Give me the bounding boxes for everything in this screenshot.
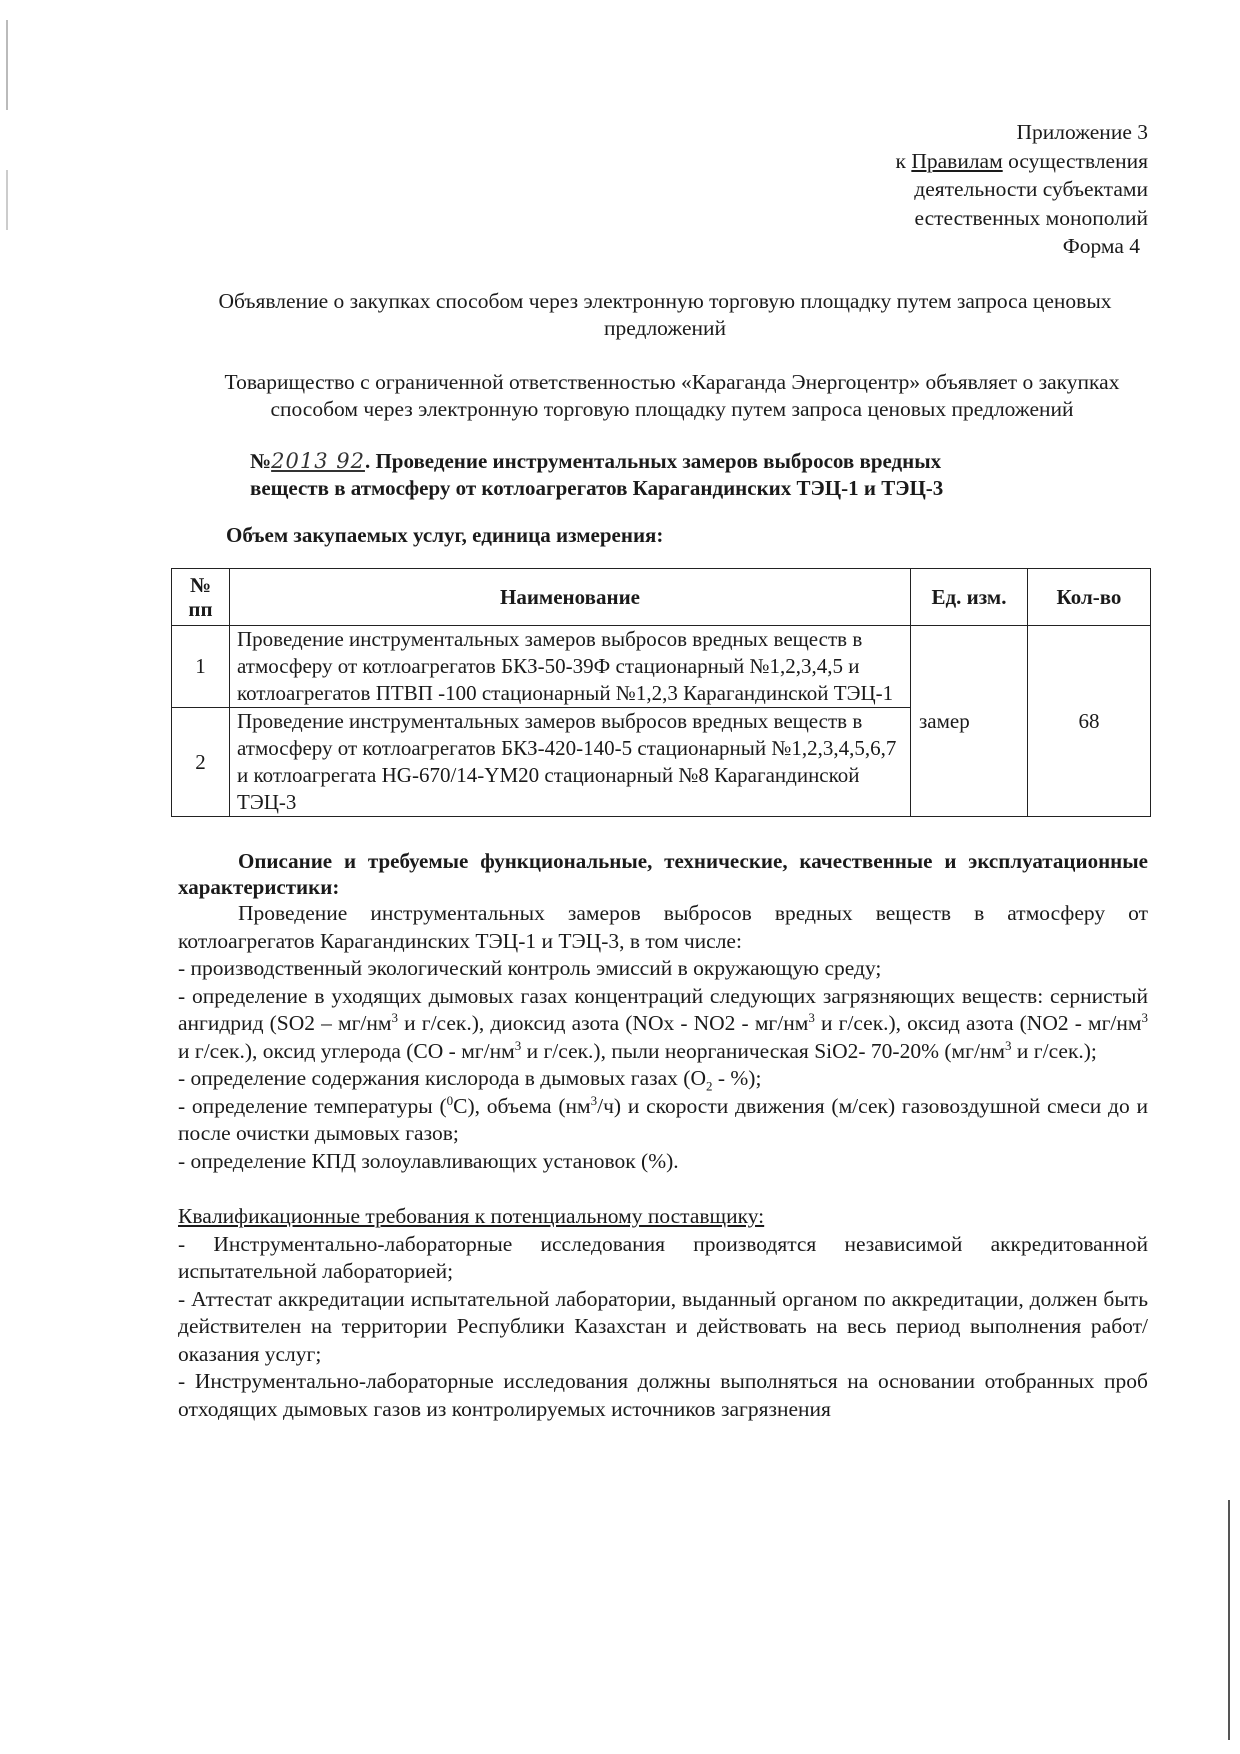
lot-number-prefix: № <box>250 448 272 473</box>
col-header-name: Наименование <box>230 569 911 626</box>
qualification-heading: Квалификационные требования к потенциальному поставщику: <box>178 1204 765 1228</box>
row-name: Проведение инструментальных замеров выбросов вредных веществ в атмосферу от котлоагрегатов БКЗ-420-140-5 стационарный №1,2,3,4,5,6,7 и котлоагрегата HG-670/14-YM20 стационарный №8 Карагандинской ТЭЦ-3 <box>230 708 911 817</box>
qualification-item-2: - Аттестат аккредитации испытательной лаборатории, выданный органом по аккредитации, должен быть действителен на территории Республики Казахстан и действовать на весь период выполнения работ/оказания услуг; <box>178 1286 1148 1366</box>
lot-number: 2013 92 <box>271 448 365 473</box>
qualification-item-3: - Инструментально-лабораторные исследования должны выполняться на основании отобранных проб отходящих дымовых газов из контролируемых источников загрязнения <box>178 1369 1148 1421</box>
annex-line-3: деятельности субъектами <box>914 177 1148 201</box>
description-item-2: - определение в уходящих дымовых газах концентраций следующих загрязняющих веществ: сернистый ангидрид ($SO2 - мг/нм^3$ и г/сек.), диоксид азота ($NOx - NO2 - мг/нм^3$ и г/сек.), оксид азота ($NO2 - мг/нм^3$ и г/сек.), оксид углерода ($СО - мг/нм^3$ и г/сек.), пыли неорганическая SiO2- 70-20% ($мг/нм^3$ и г/сек.); <box>178 983 1148 1063</box>
description-item-4: - определение температуры ($^0$С), объема $(нм^3/ч)$ и скорости движения (м/сек) газовоздушной смеси до и после очистки дымовых газов; <box>178 1092 1149 1145</box>
announcement-title: Объявление о закупках способом через электронную торговую площадку путем запроса ценовых предложений <box>218 288 1112 340</box>
lot-title-line2: веществ в атмосферу от котлоагрегатов Карагандинских ТЭЦ-1 и ТЭЦ-3 <box>250 475 944 500</box>
qualification-item-1: - Инструментально-лабораторные исследования производятся независимой аккредитованной испытательной лабораторией; <box>178 1231 1148 1283</box>
lot-title-line1: . Проведение инструментальных замеров выбросов вредных <box>364 448 942 473</box>
annex-line-4: естественных монополий <box>914 205 1148 230</box>
annex-header <box>178 118 1148 261</box>
row-name: Проведение инструментальных замеров выбросов вредных веществ в атмосферу от котлоагрегатов БКЗ-50-39Ф стационарный №1,2,3,4,5 и котлоагрегатов ПТВП -100 стационарный №1,2,3 Карагандинской ТЭЦ-1 <box>230 626 911 708</box>
qty-cell: 68 <box>1028 626 1151 817</box>
table-row <box>172 626 1151 708</box>
volume-heading: Объем закупаемых услуг, единица измерения: <box>226 522 664 547</box>
description-intro: Проведение инструментальных замеров выбросов вредных веществ в атмосферу от котлоагрегатов Карагандинских ТЭЦ-1 и ТЭЦ-3, в том числе: <box>178 901 1148 953</box>
description-item-1: - производственный экологический контроль эмиссий в окружающую среду; <box>178 956 882 980</box>
description-item-3: - определение содержания кислорода в дымовых газах ($O_2$ - %); <box>178 1066 762 1094</box>
row-number: 2 <box>172 708 230 817</box>
annex-rules-line: к Правилам осуществления <box>895 148 1148 173</box>
annex-form-number: Форма 4 <box>1062 234 1140 258</box>
description-item-5: - определение КПД золоулавливающих установок (%). <box>178 1148 679 1173</box>
col-header-number: № пп <box>172 569 230 626</box>
col-header-unit: Ед. изм. <box>911 569 1028 626</box>
unit-cell: замер <box>911 626 1028 817</box>
annex-number: Приложение 3 <box>1016 120 1148 144</box>
company-announcement: Товарищество с ограниченной ответственностью «Караганда Энергоцентр» объявляет о закупках способом через электронную торговую площадку путем запроса ценовых предложений <box>224 369 1120 421</box>
lot-title <box>178 447 1148 502</box>
col-header-qty: Кол-во <box>1028 569 1151 626</box>
table-header-row <box>172 569 1151 626</box>
description-heading: Описание и требуемые функциональные, технические, качественные и эксплуатационные характеристики: <box>178 849 1148 899</box>
row-number: 1 <box>172 626 230 708</box>
rules-link[interactable]: Правилам <box>911 148 1003 173</box>
services-table <box>171 568 1151 817</box>
